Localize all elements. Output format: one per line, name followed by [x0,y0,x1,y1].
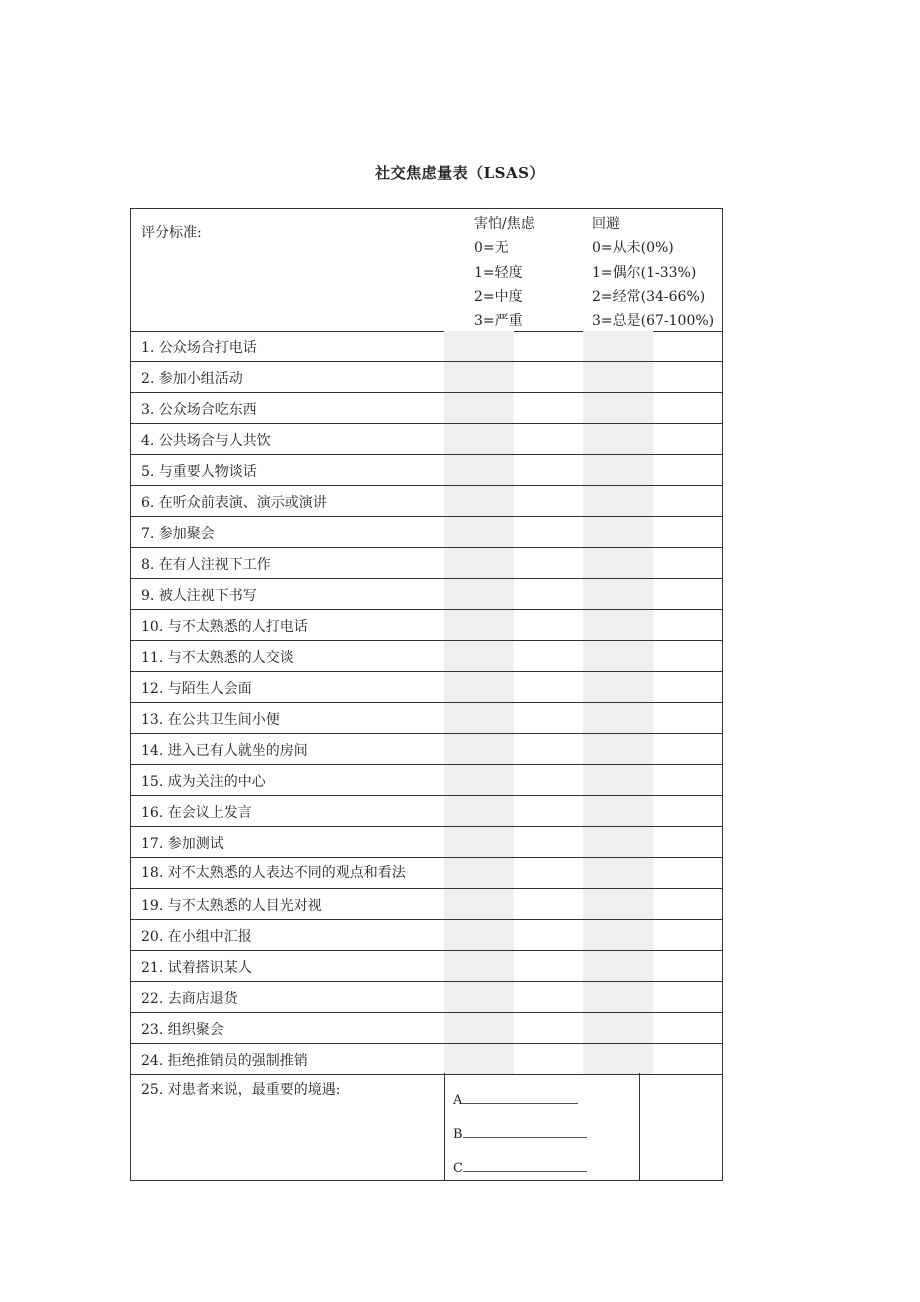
avoid-score-cell[interactable] [583,424,653,454]
table-row [131,610,722,641]
fear-score-cell[interactable] [444,703,514,733]
page-title: 社交焦虑量表（LSAS） [375,164,545,182]
table-row [131,920,722,951]
fear-score-cell[interactable] [444,672,514,702]
item-label: 16. 在会议上发言 [141,805,252,821]
avoid-score-cell[interactable] [583,393,653,423]
table-row [131,703,722,734]
item-rows [131,331,722,1075]
fear-heading: 害怕/焦虑 [474,216,535,232]
avoid-score-cell[interactable] [583,858,653,888]
column-divider [444,1073,445,1181]
table-row [131,765,722,796]
fear-level: 2=中度 [474,288,523,305]
avoid-score-cell[interactable] [583,641,653,671]
fear-score-cell[interactable] [444,517,514,547]
fear-level: 0=无 [474,240,509,257]
avoid-score-cell[interactable] [583,796,653,826]
table-row [131,889,722,920]
table-row [131,362,722,393]
blank-b-label: B [453,1127,463,1142]
avoid-score-cell[interactable] [583,455,653,485]
item-label: 21. 试着搭识某人 [141,960,252,976]
item-label: 22. 去商店退货 [141,991,238,1007]
avoid-score-cell[interactable] [583,579,653,609]
fear-score-cell[interactable] [444,548,514,578]
fear-score-cell[interactable] [444,858,514,888]
table-row [131,734,722,765]
lsas-table [130,208,723,1181]
fear-score-cell[interactable] [444,1044,514,1074]
table-row [131,796,722,827]
table-row [131,982,722,1013]
table-row-last [131,1073,722,1181]
table-row [131,827,722,858]
fear-score-cell[interactable] [444,331,514,361]
blank-c[interactable] [453,1159,587,1176]
table-row [131,641,722,672]
table-row [131,486,722,517]
table-header [131,209,722,332]
blank-b-line [463,1125,587,1138]
avoid-score-cell[interactable] [583,548,653,578]
table-row [131,455,722,486]
item-label: 6. 在听众前表演、演示或演讲 [141,495,327,511]
item-label: 13. 在公共卫生间小便 [141,712,280,728]
item-label: 12. 与陌生人会面 [141,681,252,697]
table-row [131,331,722,362]
item-label: 19. 与不太熟悉的人目光对视 [141,898,322,914]
fear-score-cell[interactable] [444,951,514,981]
avoid-score-cell[interactable] [583,362,653,392]
fear-score-cell[interactable] [444,982,514,1012]
item-label: 9. 被人注视下书写 [141,588,257,604]
avoid-score-cell[interactable] [583,610,653,640]
item-label: 17. 参加测试 [141,836,224,852]
blank-b[interactable] [453,1125,587,1142]
avoid-score-cell[interactable] [583,765,653,795]
fear-score-cell[interactable] [444,889,514,919]
item-label: 23. 组织聚会 [141,1022,224,1038]
table-row [131,424,722,455]
item-label: 2. 参加小组活动 [141,371,243,387]
blank-a[interactable] [453,1091,578,1108]
item-label: 5. 与重要人物谈话 [141,464,257,480]
avoid-score-cell[interactable] [583,517,653,547]
fear-score-cell[interactable] [444,641,514,671]
criteria-label: 评分标准: [141,225,202,241]
item-label: 10. 与不太熟悉的人打电话 [141,619,308,635]
table-row [131,858,722,889]
avoid-score-cell[interactable] [583,951,653,981]
fear-level: 1=轻度 [474,264,523,281]
avoid-score-cell[interactable] [583,672,653,702]
fear-score-cell[interactable] [444,424,514,454]
avoid-score-cell[interactable] [583,1044,653,1074]
fear-score-cell[interactable] [444,393,514,423]
table-row [131,1013,722,1044]
avoid-score-cell[interactable] [583,703,653,733]
fear-level: 3=严重 [474,313,523,330]
blank-a-line [462,1091,578,1104]
fear-score-cell[interactable] [444,455,514,485]
avoid-score-cell[interactable] [583,331,653,361]
table-row [131,579,722,610]
avoid-level: 2=经常(34-66%) [592,288,706,305]
blank-c-label: C [453,1161,463,1176]
item-label: 7. 参加聚会 [141,526,215,542]
column-divider [639,1073,640,1181]
avoid-level: 0=从未(0%) [592,240,674,257]
avoid-score-cell[interactable] [583,889,653,919]
avoid-level: 3=总是(67-100%) [592,313,715,330]
item-label: 15. 成为关注的中心 [141,774,266,790]
item-label: 3. 公众场合吃东西 [141,402,257,418]
fear-score-cell[interactable] [444,765,514,795]
item-label: 4. 公共场合与人共饮 [141,433,271,449]
table-row [131,951,722,982]
fear-score-cell[interactable] [444,610,514,640]
item-label: 18. 对不太熟悉的人表达不同的观点和看法 [141,865,406,881]
table-row [131,393,722,424]
fear-score-cell[interactable] [444,827,514,857]
fear-score-cell[interactable] [444,1013,514,1043]
avoid-score-cell[interactable] [583,734,653,764]
table-row [131,517,722,548]
item-label: 14. 进入已有人就坐的房间 [141,743,308,759]
item-label: 20. 在小组中汇报 [141,929,252,945]
avoid-score-cell[interactable] [583,982,653,1012]
fear-score-cell[interactable] [444,579,514,609]
fear-score-cell[interactable] [444,920,514,950]
avoid-heading: 回避 [592,216,620,232]
fear-scale [474,212,535,333]
avoid-level: 1=偶尔(1-33%) [592,264,697,281]
avoid-score-cell[interactable] [583,1013,653,1043]
avoid-score-cell[interactable] [583,486,653,516]
item-25-label: 25. 对患者来说，最重要的境遇: [141,1082,341,1098]
item-label: 8. 在有人注视下工作 [141,557,271,573]
fear-score-cell[interactable] [444,362,514,392]
item-label: 11. 与不太熟悉的人交谈 [141,650,294,666]
fear-score-cell[interactable] [444,796,514,826]
blank-c-line [463,1159,587,1172]
avoid-score-cell[interactable] [583,827,653,857]
table-row [131,548,722,579]
fear-score-cell[interactable] [444,486,514,516]
avoid-score-cell[interactable] [583,920,653,950]
avoid-scale [592,212,714,333]
fear-score-cell[interactable] [444,734,514,764]
item-label: 1. 公众场合打电话 [141,340,257,356]
table-row [131,1044,722,1075]
table-row [131,672,722,703]
blank-a-label: A [453,1093,463,1108]
item-label: 24. 拒绝推销员的强制推销 [141,1053,308,1069]
